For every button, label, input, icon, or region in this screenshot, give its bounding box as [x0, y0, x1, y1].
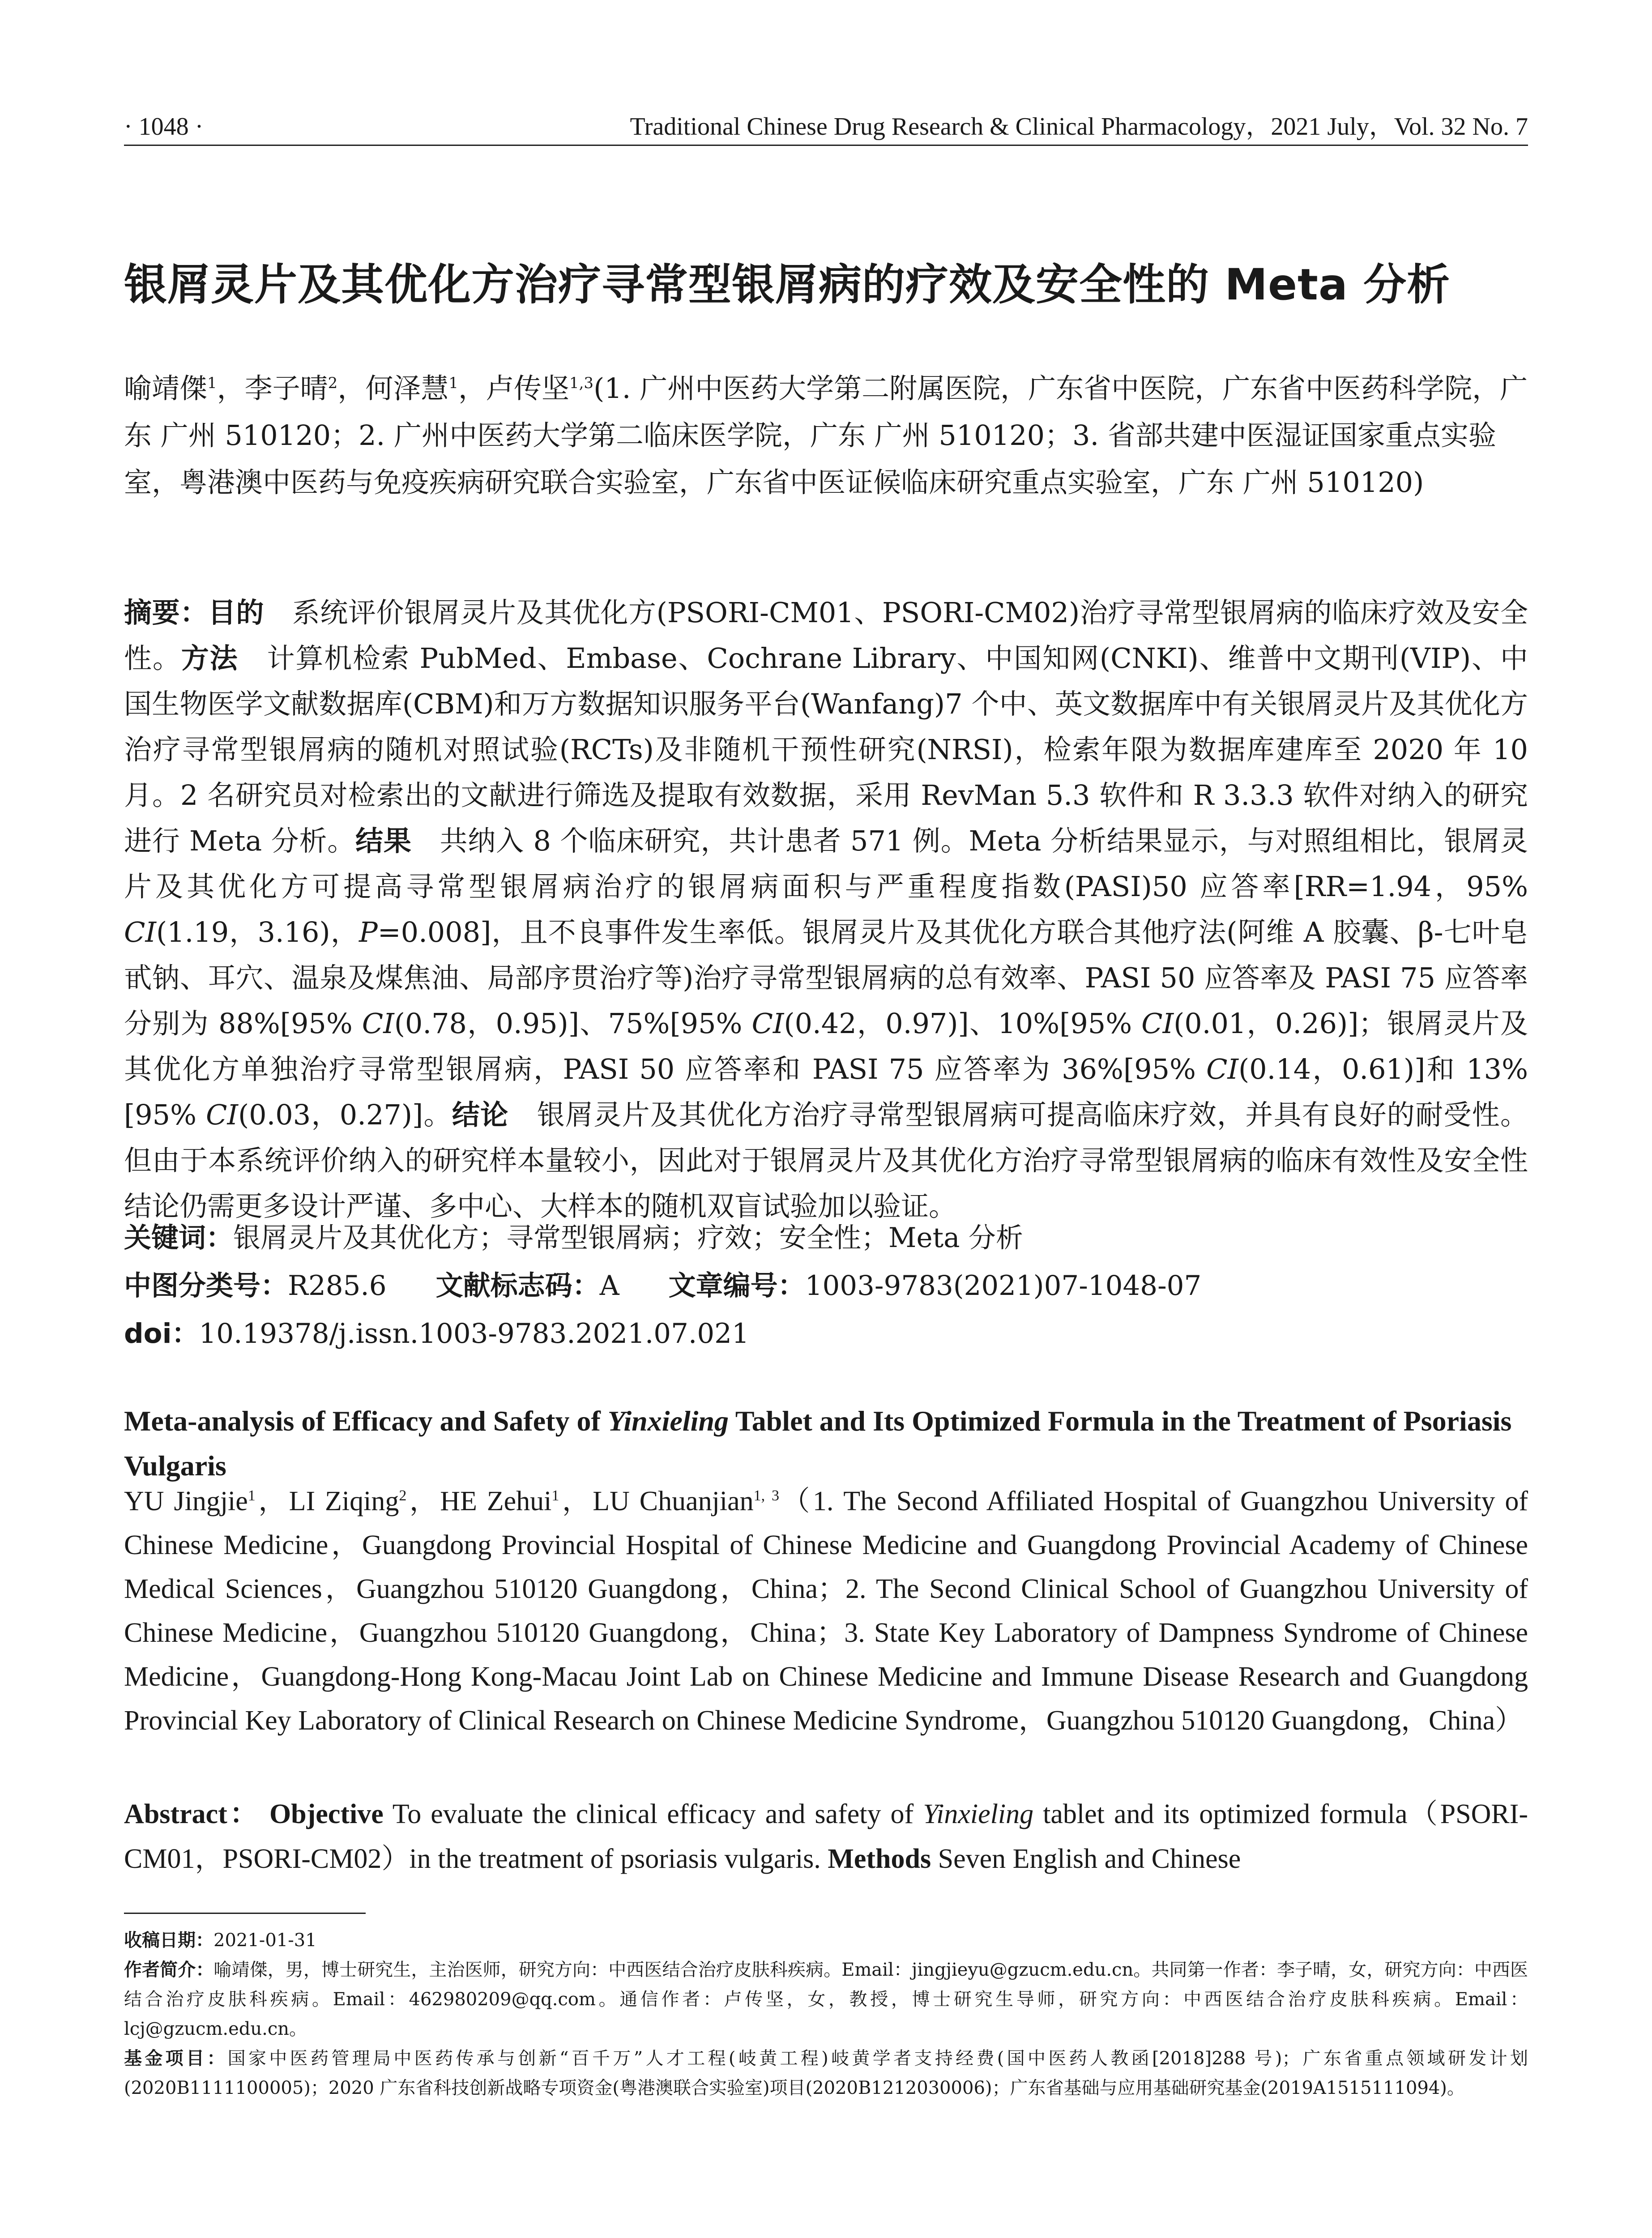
- methods-label: 方法: [181, 642, 239, 675]
- article-no-value: 1003-9783(2021)07-1048-07: [805, 1270, 1202, 1302]
- clc-value: R285.6: [288, 1270, 387, 1302]
- author-sup: 1: [248, 1487, 256, 1504]
- objective-text: 系统评价银屑灵片及其优化方(PSORI-CM01、PSORI-CM02)治疗寻常型银屑病的临床疗效及安全性。: [124, 596, 1528, 675]
- article-metadata-cn: [124, 1214, 1528, 1358]
- title-italic: Yinxieling: [607, 1405, 729, 1437]
- author-sup: 2: [399, 1487, 407, 1504]
- results-text: (0.03，0.27)]。: [238, 1098, 452, 1131]
- conclusion-label: 结论: [452, 1098, 509, 1131]
- p-symbol: P: [359, 916, 378, 948]
- author-name: ，李子晴: [217, 372, 328, 405]
- author-name: ，卢传坚: [458, 372, 569, 405]
- bio-label: 作者简介：: [124, 1960, 214, 1980]
- doccode-cell: [436, 1262, 619, 1310]
- author-name: ，LU Chuanjian: [559, 1486, 754, 1516]
- results-label: 结果: [355, 824, 412, 857]
- results-text: (0.42，0.97)]、10%[95%: [784, 1007, 1142, 1040]
- objective-label: Objective: [269, 1799, 384, 1829]
- bio-row: [124, 1955, 1528, 2044]
- doccode-label: 文献标志码：: [435, 1270, 600, 1302]
- keywords-row: [124, 1214, 1528, 1262]
- author-sup: 1: [207, 374, 217, 392]
- ci-symbol: CI: [751, 1007, 784, 1040]
- fund-label: 基金项目：: [124, 2048, 228, 2069]
- received-label: 收稿日期：: [124, 1930, 213, 1951]
- received-date: 2021-01-31: [213, 1930, 317, 1951]
- ci-symbol: CI: [206, 1098, 238, 1131]
- author-sup: 1: [551, 1487, 559, 1504]
- title-text: Tablet and Its Optimized Formula in the Treatment of Psoriasis Vulgaris: [124, 1405, 1512, 1482]
- abstract-cn: [124, 590, 1528, 1229]
- author-sup: 1, 3: [753, 1487, 780, 1504]
- authors-affiliations-cn: [124, 365, 1528, 506]
- author-name: ，HE Zehui: [406, 1486, 552, 1516]
- results-text: (0.14，0.61)]和 13%[95%: [124, 1053, 1528, 1131]
- footnotes: [124, 1926, 1528, 2103]
- abstract-label: Abstract：: [124, 1799, 260, 1829]
- article-title-cn: 银屑灵片及其优化方治疗寻常型银屑病的疗效及安全性的 Meta 分析: [124, 260, 1451, 310]
- ci-symbol: CI: [362, 1007, 394, 1040]
- results-text: =0.008]，且不良事件发生率低。银屑灵片及其优化方联合其他疗法(阿维 A 胶囊、β-七叶皂甙钠、耳穴、温泉及煤焦油、局部序贯治疗等)治疗寻常型银屑病的总有效率、PASI 50 应答率及 PASI 75 应答率分别为 88%[95%: [124, 916, 1528, 1040]
- received-row: [124, 1926, 1528, 1955]
- results-text: 共纳入 8 个临床研究，共计患者 571 例。Meta 分析结果显示，与对照组相比，银屑灵片及其优化方可提高寻常型银屑病治疗的银屑病面积与严重程度指数(PASI)50 应答率[RR=1.94，95%: [124, 824, 1528, 903]
- fund-row: [124, 2044, 1528, 2103]
- doi-value: 10.19378/j.issn.1003-9783.2021.07.021: [199, 1318, 749, 1350]
- article-no-label: 文章编号：: [668, 1270, 805, 1302]
- article-no-cell: [669, 1262, 1202, 1310]
- doccode-value: A: [599, 1270, 619, 1302]
- classification-row: [124, 1262, 1528, 1310]
- fund-text: 国家中医药管理局中医药传承与创新“百千万”人才工程(岐黄工程)岐黄学者支持经费(国中医药人教函[2018]288 号)；广东省重点领域研发计划(2020B1111100005)；2020 广东省科技创新战略专项资金(粤港澳联合实验室)项目(2020B1212030006)；广东省基础与应用基础研究基金(2019A1515111094)。: [124, 2048, 1528, 2098]
- abstract-italic: Yinxieling: [923, 1799, 1034, 1829]
- abstract-text: tablet and its optimized formula（PSORI-CM01，PSORI-CM02）in the treatment of psoriasis vulgaris.: [124, 1799, 1528, 1874]
- journal-citation: Traditional Chinese Drug Research & Clinical Pharmacology，2021 July，Vol. 32 No. 7: [630, 113, 1528, 141]
- ci-symbol: CI: [124, 916, 156, 948]
- abstract-label: 摘要：: [124, 596, 208, 629]
- abstract-text: Seven English and Chinese: [931, 1844, 1241, 1874]
- page-number: · 1048 ·: [124, 113, 204, 141]
- ci-symbol: CI: [1206, 1053, 1238, 1085]
- affiliations: (1. 广州中医药大学第二附属医院，广东省中医院，广东省中医药科学院，广东 广州 510120；2. 广州中医药大学第二临床医学院，广东 广州 510120；3. 省部共建中医湿证国家重点实验室，粤港澳中医药与免疫疾病研究联合实验室，广东省中医证候临床研究重点实验室，广东 广州 510120): [124, 372, 1528, 499]
- author-name: 喻靖傑: [124, 372, 208, 405]
- doi-row: [124, 1310, 1528, 1358]
- author-name: ，LI Ziqing: [255, 1486, 399, 1516]
- bio-text: 喻靖傑，男，博士研究生，主治医师，研究方向：中西医结合治疗皮肤科疾病。Email：jingjieyu@gzucm.edu.cn。共同第一作者：李子晴，女，研究方向：中西医结合治疗皮肤科疾病。Email：462980209@qq.com。通信作者：卢传坚，女，教授，博士研究生导师，研究方向：中西医结合治疗皮肤科疾病。Email：lcj@gzucm.edu.cn。: [124, 1960, 1528, 2039]
- methods-text: 计算机检索 PubMed、Embase、Cochrane Library、中国知网(CNKI)、维普中文期刊(VIP)、中国生物医学文献数据库(CBM)和万方数据知识服务平台(Wanfang)7 个中、英文数据库中有关银屑灵片及其优化方治疗寻常型银屑病的随机对照试验(RCTs)及非随机干预性研究(NRSI)，检索年限为数据库建库至 2020 年 10 月。2 名研究员对检索出的文献进行筛选及提取有效数据，采用 RevMan 5.3 软件和 R 3.3.3 软件对纳入的研究进行 Meta 分析。: [124, 642, 1528, 857]
- running-header: [124, 107, 1528, 142]
- results-text: (0.01，0.26)]；银屑灵片及其优化方单独治疗寻常型银屑病，PASI 50 应答率和 PASI 75 应答率为 36%[95%: [124, 1007, 1528, 1085]
- results-text: (0.78，0.95)]、75%[95%: [394, 1007, 752, 1040]
- keywords: 银屑灵片及其优化方；寻常型银屑病；疗效；安全性；Meta 分析: [233, 1222, 1023, 1254]
- author-name: YU Jingjie: [124, 1486, 248, 1516]
- author-sup: 2: [328, 374, 338, 392]
- doi-label: doi：: [124, 1318, 199, 1350]
- author-sup: 1: [448, 374, 458, 392]
- affiliations: （1. The Second Affiliated Hospital of Guangzhou University of Chinese Medicine，Guangdong Provincial Hospital of Chinese Medicine and Guangdong Provincial Academy of Chinese Medical Sciences，Guangzhou 510120 Guangdong，China；2. The Second Clinical School of Guangzhou University of Chinese Medicine，Guangzhou 510120 Guangdong，China；3. State Key Laboratory of Dampness Syndrome of Chinese Medicine，Guangdong-Hong Kong-Macau Joint Lab on Chinese Medicine and Immune Disease Research and Guangdong Provincial Key Laboratory of Clinical Research on Chinese Medicine Syndrome，Guangzhou 510120 Guangdong，China）: [124, 1486, 1528, 1736]
- author-sup: 1,3: [569, 374, 594, 392]
- keywords-label: 关键词：: [124, 1222, 234, 1254]
- methods-label: Methods: [828, 1844, 931, 1874]
- abstract-en: [124, 1792, 1528, 1881]
- abstract-text: To evaluate the clinical efficacy and safety of: [383, 1799, 923, 1829]
- header-rule: [124, 145, 1528, 146]
- results-text: (1.19，3.16)，: [156, 916, 359, 948]
- clc-label: 中图分类号：: [124, 1270, 288, 1302]
- title-text: Meta-analysis of Efficacy and Safety of: [124, 1405, 608, 1437]
- footnote-rule: [124, 1913, 366, 1914]
- article-title-en: [124, 1399, 1528, 1488]
- author-name: ，何泽慧: [337, 372, 449, 405]
- conclusion-text: 银屑灵片及其优化方治疗寻常型银屑病可提高临床疗效，并具有良好的耐受性。但由于本系统评价纳入的研究样本量较小，因此对于银屑灵片及其优化方治疗寻常型银屑病的临床有效性及安全性结论仍需更多设计严谨、多中心、大样本的随机双盲试验加以验证。: [124, 1098, 1528, 1222]
- objective-label: 目的: [208, 596, 265, 629]
- authors-affiliations-en: [124, 1479, 1528, 1743]
- clc-cell: [124, 1262, 387, 1310]
- ci-symbol: CI: [1141, 1007, 1174, 1040]
